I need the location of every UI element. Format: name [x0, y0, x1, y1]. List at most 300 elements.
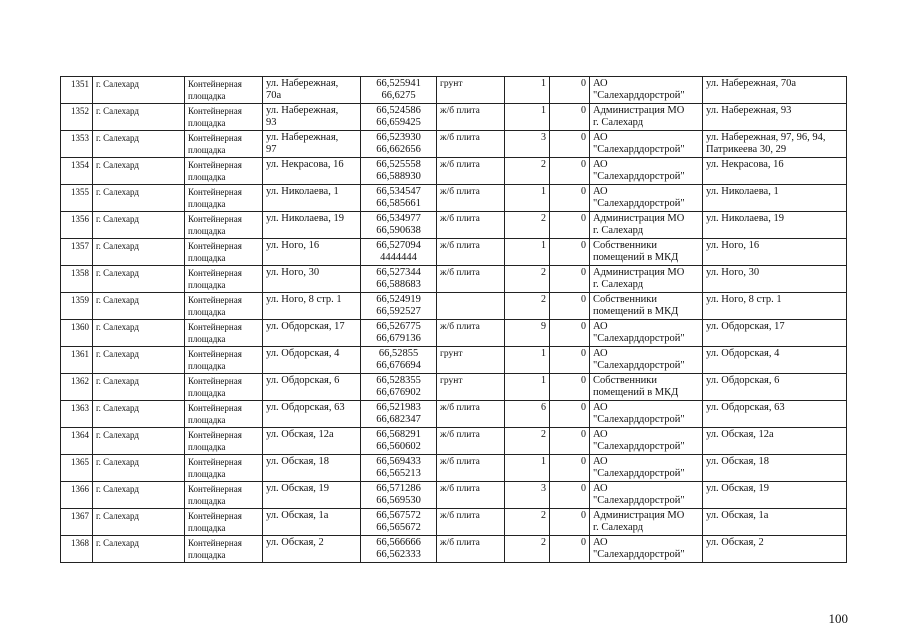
owner-cell	[590, 293, 703, 320]
site-type-cell	[185, 509, 263, 536]
owner-cell	[590, 320, 703, 347]
address-cell	[263, 455, 361, 482]
extra-count-cell: 0	[550, 455, 590, 482]
site-type-line: Контейнерная	[188, 322, 242, 332]
coordinates-line: 66,588930	[376, 171, 421, 182]
extra-count-cell: 0	[550, 293, 590, 320]
table-row	[61, 320, 847, 347]
address-line: ул. Набережная,	[266, 78, 339, 89]
container-count-cell: 1	[505, 455, 550, 482]
coordinates-line: 66,676694	[376, 360, 421, 371]
container-count-cell: 1	[505, 239, 550, 266]
coordinates-line: 66,588683	[376, 279, 421, 290]
site-type-line: площадка	[188, 280, 226, 290]
address-line: 97	[266, 144, 277, 155]
waste-source-line: ул. Обская, 19	[706, 483, 770, 494]
owner-cell	[590, 509, 703, 536]
waste-source-line: Патрикеева 30, 29	[706, 144, 787, 155]
site-type-line: площадка	[188, 91, 226, 101]
waste-source-line: ул. Обская, 1а	[706, 510, 769, 521]
row-number-cell: 1355	[61, 185, 93, 212]
row-number-cell: 1357	[61, 239, 93, 266]
waste-source-line: ул. Обдорская, 6	[706, 375, 780, 386]
site-type-line: Контейнерная	[188, 79, 242, 89]
waste-source-line: ул. Ного, 8 стр. 1	[706, 294, 782, 305]
site-type-line: площадка	[188, 118, 226, 128]
owner-cell	[590, 158, 703, 185]
site-type-cell	[185, 293, 263, 320]
address-cell	[263, 509, 361, 536]
coordinates-line: 66,571286	[376, 483, 421, 494]
extra-count-cell: 0	[550, 347, 590, 374]
coordinates-cell	[361, 131, 437, 158]
waste-source-cell	[703, 401, 847, 428]
city-cell: г. Салехард	[93, 509, 185, 536]
surface-cell: ж/б плита	[437, 401, 505, 428]
coordinates-line: 66,527094	[376, 240, 421, 251]
coordinates-cell	[361, 185, 437, 212]
coordinates-line: 66,659425	[376, 117, 421, 128]
table-row	[61, 266, 847, 293]
city-cell: г. Салехард	[93, 131, 185, 158]
coordinates-cell	[361, 77, 437, 104]
coordinates-line: 66,521983	[376, 402, 421, 413]
row-number-cell: 1364	[61, 428, 93, 455]
container-count-cell: 2	[505, 536, 550, 563]
city-cell: г. Салехард	[93, 104, 185, 131]
owner-line: помещений в МКД	[593, 306, 679, 317]
table-row	[61, 131, 847, 158]
extra-count-cell: 0	[550, 428, 590, 455]
waste-source-line: ул. Обская, 18	[706, 456, 770, 467]
surface-cell: грунт	[437, 347, 505, 374]
row-number-cell: 1353	[61, 131, 93, 158]
coordinates-line: 66,682347	[376, 414, 421, 425]
site-type-cell	[185, 266, 263, 293]
row-number-cell: 1362	[61, 374, 93, 401]
coordinates-line: 66,526775	[376, 321, 421, 332]
city-cell: г. Салехард	[93, 320, 185, 347]
row-number-cell: 1351	[61, 77, 93, 104]
container-count-cell: 1	[505, 347, 550, 374]
site-type-cell	[185, 131, 263, 158]
site-type-cell	[185, 536, 263, 563]
owner-line: АО	[593, 483, 608, 494]
site-type-line: Контейнерная	[188, 349, 242, 359]
waste-source-line: ул. Некрасова, 16	[706, 159, 784, 170]
row-number-cell: 1352	[61, 104, 93, 131]
site-type-line: Контейнерная	[188, 403, 242, 413]
address-line: ул. Обская, 19	[266, 483, 330, 494]
site-type-line: площадка	[188, 469, 226, 479]
site-type-line: площадка	[188, 226, 226, 236]
owner-line: "Салехарддорстрой"	[593, 441, 685, 452]
coordinates-cell	[361, 536, 437, 563]
coordinates-cell	[361, 347, 437, 374]
table-row	[61, 239, 847, 266]
waste-source-line: ул. Набережная, 70а	[706, 78, 797, 89]
city-cell: г. Салехард	[93, 401, 185, 428]
surface-cell: ж/б плита	[437, 509, 505, 536]
address-line: ул. Набережная,	[266, 105, 339, 116]
owner-cell	[590, 104, 703, 131]
container-count-cell: 6	[505, 401, 550, 428]
surface-cell: ж/б плита	[437, 536, 505, 563]
extra-count-cell: 0	[550, 104, 590, 131]
coordinates-line: 66,662656	[376, 144, 421, 155]
waste-source-cell	[703, 536, 847, 563]
coordinates-cell	[361, 104, 437, 131]
container-count-cell: 1	[505, 185, 550, 212]
owner-line: "Салехарддорстрой"	[593, 360, 685, 371]
site-type-line: площадка	[188, 523, 226, 533]
waste-source-cell	[703, 509, 847, 536]
surface-cell: грунт	[437, 77, 505, 104]
owner-line: "Салехарддорстрой"	[593, 198, 685, 209]
site-type-line: площадка	[188, 145, 226, 155]
owner-line: "Салехарддорстрой"	[593, 333, 685, 344]
site-type-cell	[185, 455, 263, 482]
address-cell	[263, 104, 361, 131]
owner-line: "Салехарддорстрой"	[593, 549, 685, 560]
coordinates-line: 66,560602	[376, 441, 421, 452]
address-cell	[263, 293, 361, 320]
page-number: 100	[828, 611, 848, 626]
address-cell	[263, 374, 361, 401]
site-type-line: площадка	[188, 307, 226, 317]
owner-cell	[590, 428, 703, 455]
owner-line: "Салехарддорстрой"	[593, 171, 685, 182]
site-type-line: Контейнерная	[188, 160, 242, 170]
waste-source-line: ул. Обдорская, 63	[706, 402, 785, 413]
surface-cell: ж/б плита	[437, 320, 505, 347]
container-count-cell: 1	[505, 77, 550, 104]
row-number-cell: 1360	[61, 320, 93, 347]
container-count-cell: 2	[505, 212, 550, 239]
row-number-cell: 1366	[61, 482, 93, 509]
city-cell: г. Салехард	[93, 374, 185, 401]
extra-count-cell: 0	[550, 212, 590, 239]
address-line: ул. Ного, 30	[266, 267, 320, 278]
site-type-cell	[185, 347, 263, 374]
owner-line: АО	[593, 537, 608, 548]
owner-line: АО	[593, 132, 608, 143]
extra-count-cell: 0	[550, 239, 590, 266]
city-cell: г. Салехард	[93, 266, 185, 293]
coordinates-line: 66,528355	[376, 375, 421, 386]
container-count-cell: 2	[505, 509, 550, 536]
site-type-line: Контейнерная	[188, 241, 242, 251]
extra-count-cell: 0	[550, 482, 590, 509]
owner-line: АО	[593, 348, 608, 359]
waste-source-cell	[703, 347, 847, 374]
waste-source-cell	[703, 212, 847, 239]
site-type-line: Контейнерная	[188, 187, 242, 197]
surface-cell: ж/б плита	[437, 482, 505, 509]
table-row	[61, 428, 847, 455]
city-cell: г. Салехард	[93, 185, 185, 212]
table-row	[61, 347, 847, 374]
site-type-line: площадка	[188, 496, 226, 506]
owner-cell	[590, 374, 703, 401]
coordinates-line: 66,534977	[376, 213, 421, 224]
site-type-cell	[185, 428, 263, 455]
site-type-cell	[185, 320, 263, 347]
extra-count-cell: 0	[550, 401, 590, 428]
city-cell: г. Салехард	[93, 239, 185, 266]
table-row	[61, 158, 847, 185]
site-type-cell	[185, 374, 263, 401]
waste-source-cell	[703, 185, 847, 212]
surface-cell	[437, 293, 505, 320]
address-line: ул. Николаева, 19	[266, 213, 344, 224]
surface-cell: ж/б плита	[437, 455, 505, 482]
coordinates-line: 66,52855	[378, 348, 419, 359]
table-row	[61, 509, 847, 536]
waste-source-cell	[703, 131, 847, 158]
extra-count-cell: 0	[550, 158, 590, 185]
owner-line: помещений в МКД	[593, 252, 679, 263]
waste-source-cell	[703, 239, 847, 266]
owner-line: Администрация МО	[593, 213, 685, 224]
coordinates-line: 4444444	[380, 252, 417, 263]
waste-source-cell	[703, 320, 847, 347]
owner-cell	[590, 482, 703, 509]
owner-line: г. Салехард	[593, 279, 644, 290]
waste-source-line: ул. Николаева, 19	[706, 213, 784, 224]
site-type-line: Контейнерная	[188, 295, 242, 305]
coordinates-line: 66,565213	[376, 468, 421, 479]
site-type-line: Контейнерная	[188, 106, 242, 116]
address-line: ул. Обдорская, 17	[266, 321, 345, 332]
site-type-line: площадка	[188, 442, 226, 452]
site-type-line: площадка	[188, 199, 226, 209]
owner-cell	[590, 239, 703, 266]
site-type-cell	[185, 104, 263, 131]
address-line: 93	[266, 117, 277, 128]
address-cell	[263, 347, 361, 374]
owner-cell	[590, 77, 703, 104]
owner-line: АО	[593, 78, 608, 89]
coordinates-cell	[361, 401, 437, 428]
extra-count-cell: 0	[550, 536, 590, 563]
site-type-cell	[185, 482, 263, 509]
site-type-line: площадка	[188, 172, 226, 182]
waste-source-cell	[703, 266, 847, 293]
city-cell: г. Салехард	[93, 482, 185, 509]
waste-source-line: ул. Николаева, 1	[706, 186, 779, 197]
coordinates-cell	[361, 212, 437, 239]
address-line: ул. Ного, 16	[266, 240, 320, 251]
waste-source-line: ул. Ного, 30	[706, 267, 760, 278]
city-cell: г. Салехард	[93, 212, 185, 239]
address-cell	[263, 401, 361, 428]
address-cell	[263, 320, 361, 347]
address-cell	[263, 536, 361, 563]
owner-line: Собственники	[593, 375, 657, 386]
address-cell	[263, 212, 361, 239]
site-type-line: площадка	[188, 334, 226, 344]
owner-cell	[590, 131, 703, 158]
coordinates-line: 66,525941	[376, 78, 421, 89]
coordinates-line: 66,676902	[376, 387, 421, 398]
extra-count-cell: 0	[550, 266, 590, 293]
site-type-cell	[185, 77, 263, 104]
coordinates-line: 66,569433	[376, 456, 421, 467]
row-number-cell: 1359	[61, 293, 93, 320]
address-line: ул. Обдорская, 6	[266, 375, 340, 386]
extra-count-cell: 0	[550, 131, 590, 158]
waste-source-line: ул. Обская, 2	[706, 537, 764, 548]
site-type-line: площадка	[188, 253, 226, 263]
coordinates-line: 66,679136	[376, 333, 421, 344]
container-count-cell: 2	[505, 428, 550, 455]
table-row	[61, 293, 847, 320]
site-type-line: Контейнерная	[188, 214, 242, 224]
coordinates-cell	[361, 509, 437, 536]
city-cell: г. Салехард	[93, 158, 185, 185]
site-type-line: Контейнерная	[188, 268, 242, 278]
surface-cell: ж/б плита	[437, 104, 505, 131]
city-cell: г. Салехард	[93, 77, 185, 104]
coordinates-line: 66,566666	[376, 537, 421, 548]
address-cell	[263, 266, 361, 293]
city-cell: г. Салехард	[93, 536, 185, 563]
surface-cell: ж/б плита	[437, 212, 505, 239]
site-type-line: площадка	[188, 361, 226, 371]
address-line: ул. Набережная,	[266, 132, 339, 143]
extra-count-cell: 0	[550, 185, 590, 212]
address-cell	[263, 131, 361, 158]
waste-source-line: ул. Обдорская, 4	[706, 348, 780, 359]
owner-line: Администрация МО	[593, 267, 685, 278]
container-count-cell: 2	[505, 158, 550, 185]
coordinates-line: 66,592527	[376, 306, 421, 317]
address-line: ул. Обская, 12а	[266, 429, 334, 440]
waste-source-line: ул. Набережная, 97, 96, 94,	[706, 132, 826, 143]
site-type-cell	[185, 212, 263, 239]
site-type-line: Контейнерная	[188, 133, 242, 143]
coordinates-cell	[361, 320, 437, 347]
address-line: ул. Обдорская, 63	[266, 402, 345, 413]
waste-source-cell	[703, 428, 847, 455]
owner-line: Собственники	[593, 240, 657, 251]
site-type-line: Контейнерная	[188, 430, 242, 440]
coordinates-line: 66,562333	[376, 549, 421, 560]
coordinates-line: 66,525558	[376, 159, 421, 170]
owner-cell	[590, 455, 703, 482]
address-cell	[263, 77, 361, 104]
owner-line: АО	[593, 159, 608, 170]
site-type-line: площадка	[188, 550, 226, 560]
extra-count-cell: 0	[550, 374, 590, 401]
coordinates-cell	[361, 239, 437, 266]
site-type-cell	[185, 185, 263, 212]
row-number-cell: 1367	[61, 509, 93, 536]
address-line: ул. Некрасова, 16	[266, 159, 344, 170]
coordinates-cell	[361, 293, 437, 320]
waste-source-cell	[703, 455, 847, 482]
table-row	[61, 536, 847, 563]
row-number-cell: 1358	[61, 266, 93, 293]
address-line: ул. Ного, 8 стр. 1	[266, 294, 342, 305]
container-count-cell: 3	[505, 482, 550, 509]
owner-line: Собственники	[593, 294, 657, 305]
waste-source-cell	[703, 374, 847, 401]
site-type-line: Контейнерная	[188, 457, 242, 467]
owner-cell	[590, 212, 703, 239]
waste-source-cell	[703, 158, 847, 185]
coordinates-cell	[361, 374, 437, 401]
owner-cell	[590, 185, 703, 212]
coordinates-line: 66,527344	[376, 267, 421, 278]
owner-cell	[590, 347, 703, 374]
coordinates-cell	[361, 482, 437, 509]
site-type-line: Контейнерная	[188, 511, 242, 521]
surface-cell: ж/б плита	[437, 158, 505, 185]
table-body	[61, 77, 847, 563]
table-row	[61, 185, 847, 212]
coordinates-line: 66,524919	[376, 294, 421, 305]
site-type-cell	[185, 239, 263, 266]
extra-count-cell: 0	[550, 77, 590, 104]
container-count-cell: 1	[505, 104, 550, 131]
coordinates-cell	[361, 266, 437, 293]
coordinates-line: 66,6275	[381, 90, 416, 101]
owner-line: "Салехарддорстрой"	[593, 144, 685, 155]
table-row	[61, 401, 847, 428]
address-cell	[263, 482, 361, 509]
owner-line: "Салехарддорстрой"	[593, 495, 685, 506]
city-cell: г. Салехард	[93, 293, 185, 320]
row-number-cell: 1365	[61, 455, 93, 482]
coordinates-line: 66,590638	[376, 225, 421, 236]
surface-cell: грунт	[437, 374, 505, 401]
owner-line: АО	[593, 186, 608, 197]
owner-line: г. Салехард	[593, 522, 644, 533]
container-count-cell: 1	[505, 374, 550, 401]
owner-line: помещений в МКД	[593, 387, 679, 398]
surface-cell: ж/б плита	[437, 131, 505, 158]
waste-source-line: ул. Набережная, 93	[706, 105, 792, 116]
owner-line: Администрация МО	[593, 510, 685, 521]
row-number-cell: 1354	[61, 158, 93, 185]
coordinates-line: 66,568291	[376, 429, 421, 440]
site-type-cell	[185, 401, 263, 428]
address-line: ул. Обская, 2	[266, 537, 324, 548]
waste-source-line: ул. Обская, 12а	[706, 429, 774, 440]
container-sites-table	[60, 76, 847, 563]
container-count-cell: 9	[505, 320, 550, 347]
table-row	[61, 77, 847, 104]
coordinates-line: 66,524586	[376, 105, 421, 116]
site-type-cell	[185, 158, 263, 185]
waste-source-cell	[703, 293, 847, 320]
coordinates-line: 66,567572	[376, 510, 421, 521]
site-type-line: Контейнерная	[188, 376, 242, 386]
owner-line: Администрация МО	[593, 105, 685, 116]
address-cell	[263, 185, 361, 212]
address-cell	[263, 239, 361, 266]
coordinates-line: 66,523930	[376, 132, 421, 143]
owner-line: АО	[593, 456, 608, 467]
table-row	[61, 374, 847, 401]
site-type-line: площадка	[188, 388, 226, 398]
owner-line: "Салехарддорстрой"	[593, 90, 685, 101]
address-cell	[263, 158, 361, 185]
owner-line: г. Салехард	[593, 225, 644, 236]
coordinates-line: 66,569530	[376, 495, 421, 506]
